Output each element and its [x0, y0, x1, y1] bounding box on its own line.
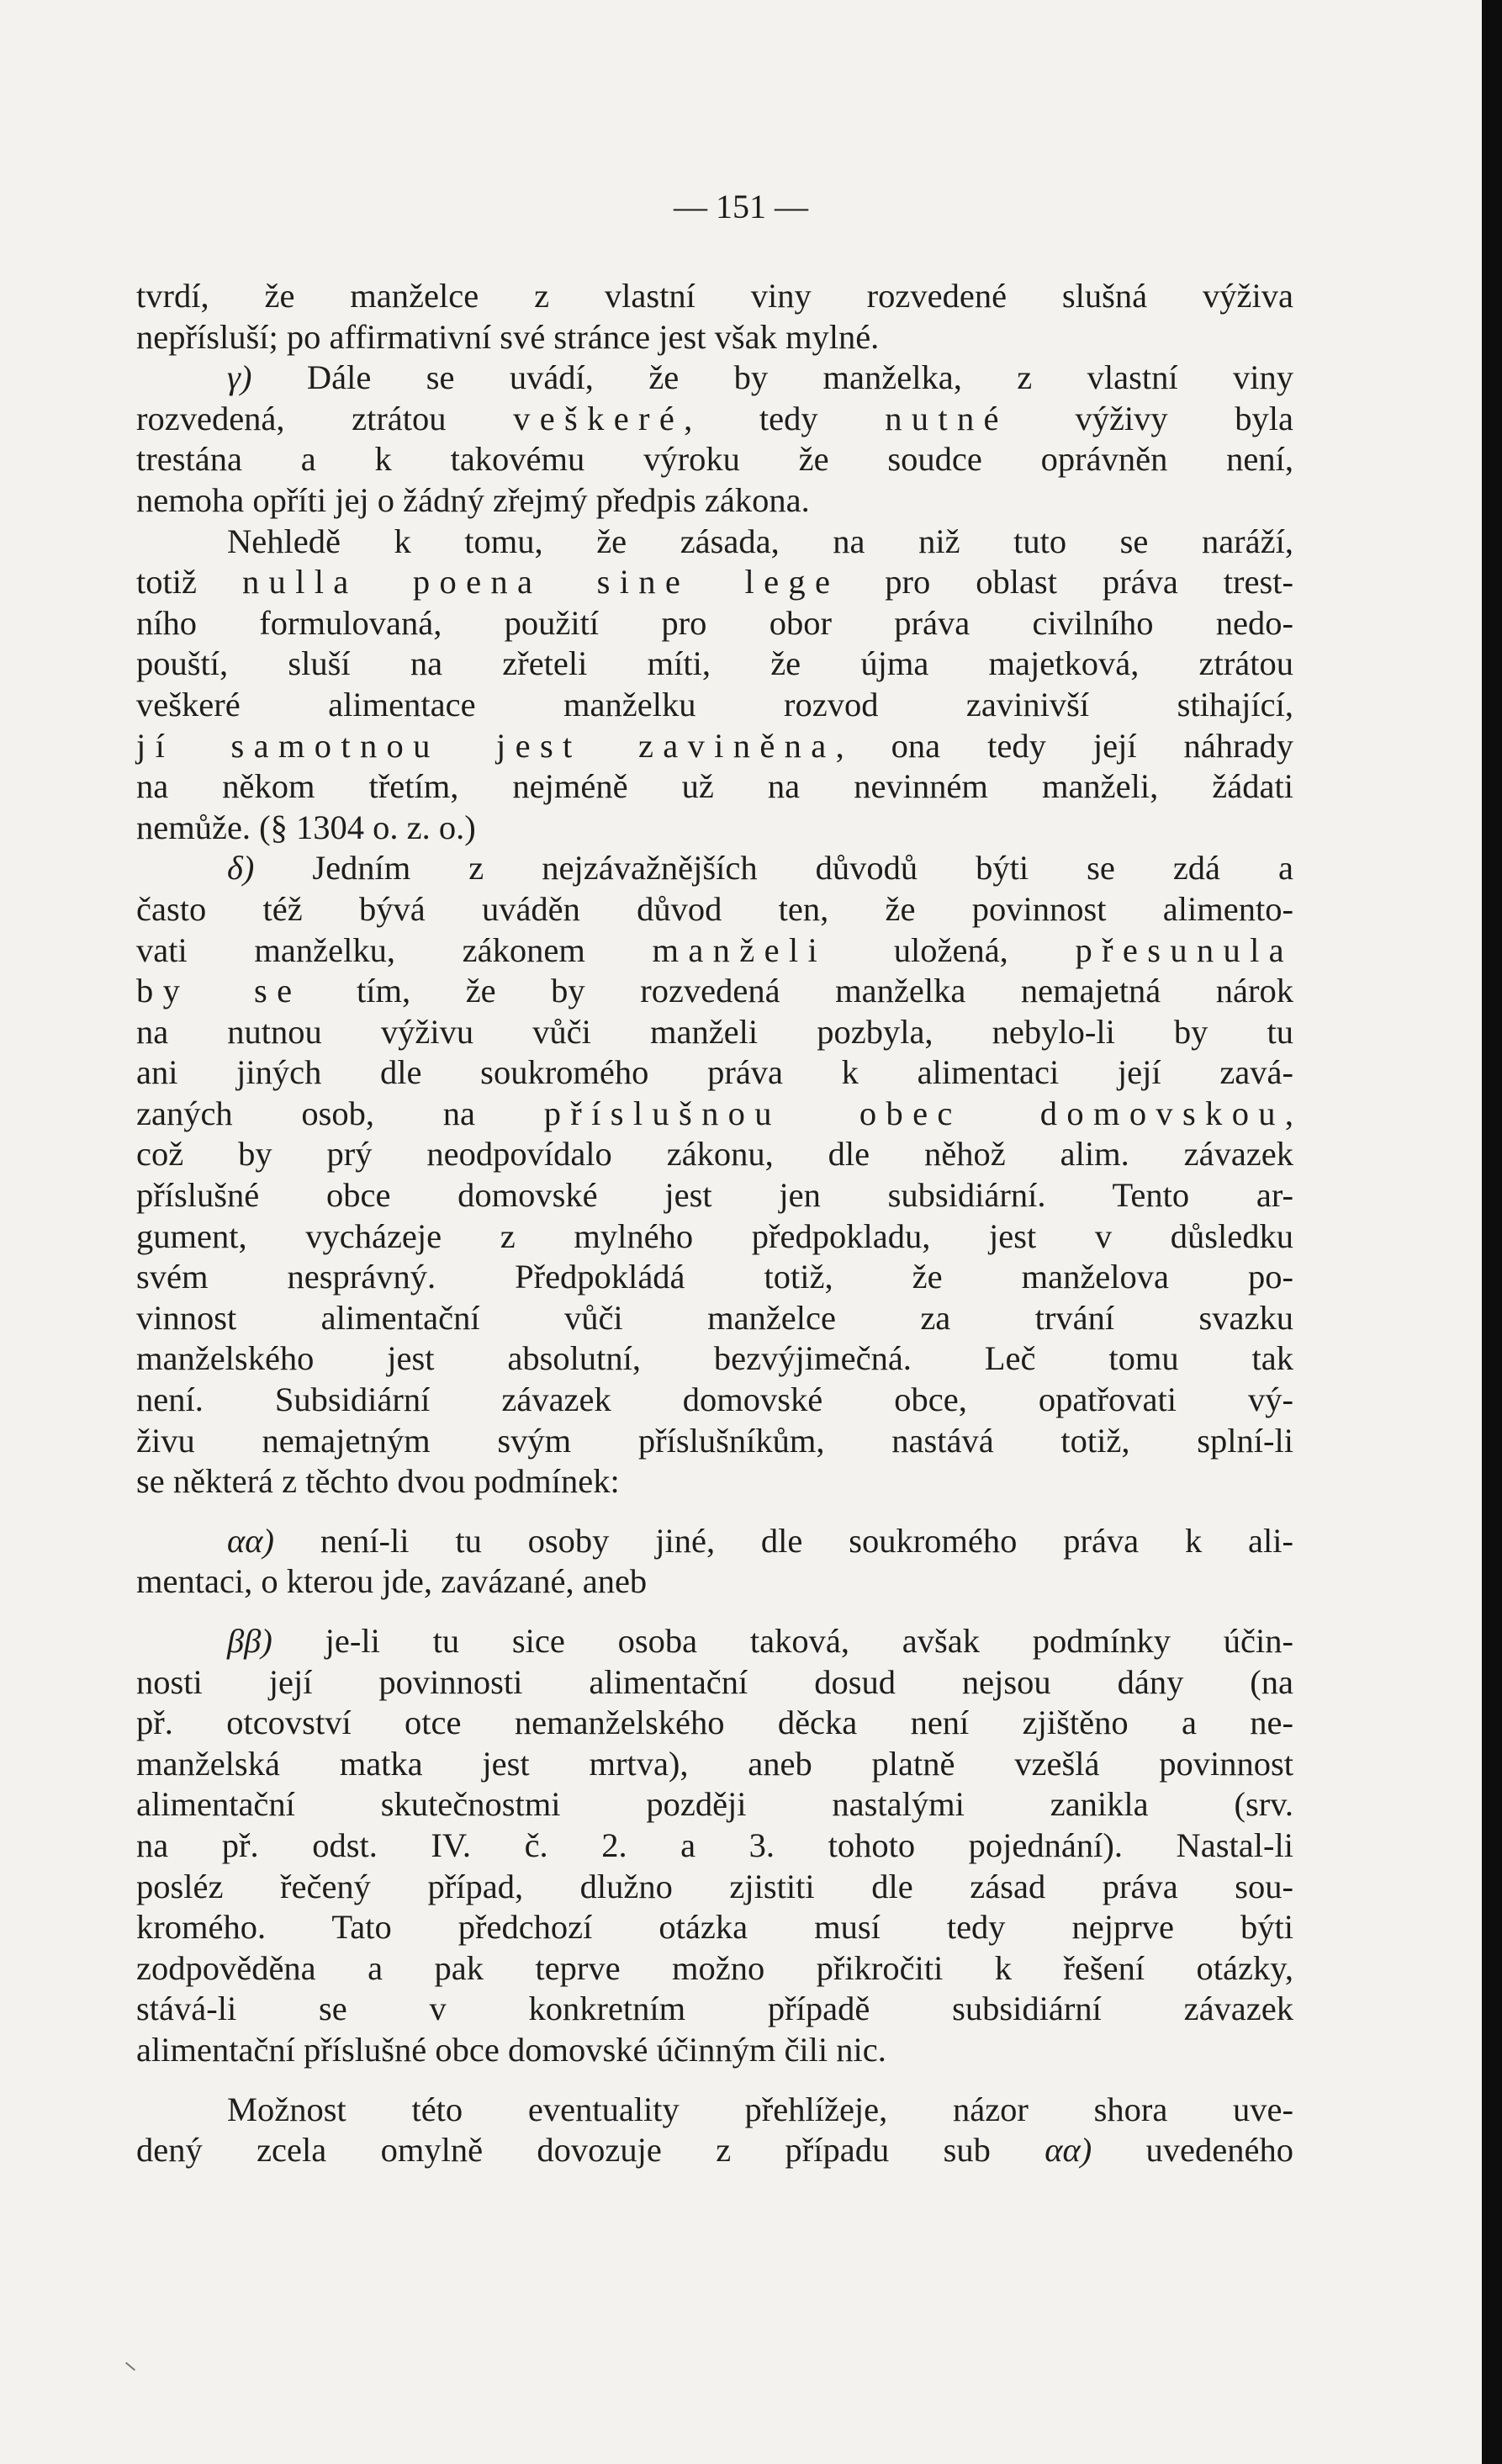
text-line — [136, 930, 1293, 972]
text-run: není. Subsidiární závazek domovské obce, opatřovati vý- — [136, 1380, 1293, 1419]
text-line — [136, 439, 1293, 480]
text-run: nosti její povinnosti alimentační dosud nejsou dány (na — [136, 1662, 1293, 1701]
text-line — [136, 2090, 1293, 2131]
text-line — [136, 1175, 1293, 1216]
paragraph-gap — [136, 1603, 1293, 1621]
text-run: gument, vycházeje z mylného předpokladu, jest v důsledku — [136, 1216, 1293, 1255]
text-run: , tedy — [684, 399, 886, 437]
text-line — [136, 603, 1293, 644]
text-run: Jedním z nejzávažnějších důvodů býti se zdá a — [312, 849, 1293, 888]
text-run: , ona tedy její náhrady — [835, 726, 1293, 765]
italic-marker: αα) — [227, 1521, 320, 1560]
text-run: pro oblast práva trest- — [839, 563, 1293, 601]
text-line — [136, 2030, 1293, 2071]
text-run: posléz řečený případ, dlužno zjistiti dle zásad práva sou- — [136, 1867, 1293, 1905]
italic-marker: ββ) — [227, 1622, 325, 1660]
text-run: manželského jest absolutní, bezvýjimečná. Leč tomu tak — [136, 1339, 1293, 1378]
text-run: nemůže. (§ 1304 o. z. o.) — [136, 808, 476, 846]
text-line — [136, 1298, 1293, 1339]
text-run: alimentační příslušné obce domovské účinným čili nic. — [136, 2030, 886, 2069]
text-line — [136, 1744, 1293, 1785]
text-run: uvedeného — [1092, 2131, 1293, 2170]
text-line — [136, 766, 1293, 808]
text-line — [136, 1907, 1293, 1948]
spaced-emphasis: příslušnou obec domovskou — [543, 1094, 1285, 1132]
text-line — [136, 1216, 1293, 1258]
text-run: zodpověděna a pak teprve možno přikročiti k řešení otázky, — [136, 1948, 1293, 1987]
spaced-emphasis: veškeré — [513, 399, 685, 437]
text-lines — [136, 276, 1293, 2171]
text-run: trestána a k takovému výroku že soudce oprávněn není, — [136, 440, 1293, 479]
paragraph-gap — [136, 2071, 1293, 2090]
text-run: stává-li se v konkretním případě subsidiární závazek — [136, 1990, 1293, 2028]
page-number: — 151 — — [674, 188, 808, 225]
text-line — [136, 2130, 1293, 2171]
text-line — [136, 808, 1293, 849]
text-run: vinnost alimentační vůči manželce za trvání svazku — [136, 1298, 1293, 1337]
text-run: veškeré alimentace manželku rozvod zavinivší stihající, — [136, 685, 1293, 723]
text-run: živu nemajetným svým příslušníkům, nastává totiž, splní-li — [136, 1421, 1293, 1460]
spaced-emphasis: jí samotnou jest zaviněna — [136, 726, 836, 765]
text-run: je-li tu sice osoba taková, avšak podmínky účin- — [325, 1622, 1293, 1660]
text-run: na nutnou výživu vůči manželi pozbyla, nebylo-li by tu — [136, 1012, 1293, 1051]
text-run: tvrdí, že manželce z vlastní viny rozvedené slušná výživa — [136, 277, 1293, 315]
text-line — [136, 358, 1293, 399]
text-line — [136, 1134, 1293, 1175]
text-run: vati manželku, zákonem — [136, 930, 653, 969]
text-run: příslušné obce domovské jest jen subsidiární. Tento ar- — [136, 1176, 1293, 1215]
text-line — [136, 1989, 1293, 2030]
text-line — [136, 1421, 1293, 1462]
text-line — [136, 1380, 1293, 1421]
text-run: výživy byla — [1008, 399, 1293, 437]
text-line — [136, 1338, 1293, 1380]
text-line — [136, 1662, 1293, 1704]
text-line — [136, 1257, 1293, 1298]
spaced-emphasis: nutné — [885, 399, 1008, 437]
text-line — [136, 522, 1293, 563]
spaced-emphasis: by se — [136, 972, 302, 1010]
text-run: nepřísluší; po affirmativní své stránce jest však mylné. — [136, 317, 880, 356]
text-run: mentaci, o kterou jde, zavázané, aneb — [136, 1562, 648, 1601]
text-run: manželská matka jest mrtva), aneb platně vzešlá povinnost — [136, 1744, 1293, 1783]
text-run: což by prý neodpovídalo zákonu, dle něhož alim. závazek — [136, 1135, 1293, 1174]
text-run: pouští, sluší na zřeteli míti, že újma majetková, ztrátou — [136, 644, 1293, 683]
text-run: se některá z těchto dvou podmínek: — [136, 1462, 620, 1501]
text-line — [136, 1621, 1293, 1662]
text-line — [136, 1825, 1293, 1867]
spaced-emphasis: přesunula — [1075, 930, 1293, 969]
text-run: svém nesprávný. Předpokládá totiž, že manželova po- — [136, 1258, 1293, 1296]
text-line — [136, 276, 1293, 317]
text-line — [136, 726, 1293, 767]
text-line — [136, 1094, 1293, 1135]
text-line — [136, 1521, 1293, 1562]
text-line — [136, 1561, 1293, 1603]
text-run: zaných osob, na — [136, 1094, 544, 1132]
text-line — [136, 1948, 1293, 1990]
text-run: totiž — [136, 563, 242, 601]
italic-marker: γ) — [227, 358, 307, 397]
text-run: př. otcovství otce nemanželského děcka není zjištěno a ne- — [136, 1704, 1293, 1742]
text-run: uložená, — [827, 930, 1076, 969]
scan-edge — [1482, 0, 1502, 2464]
text-run: ani jiných dle soukromého práva k alimentaci její zavá- — [136, 1053, 1293, 1092]
text-run: často též bývá uváděn důvod ten, že povinnost alimento- — [136, 889, 1293, 928]
text-line — [136, 562, 1293, 603]
text-line — [136, 1461, 1293, 1502]
text-line — [136, 644, 1293, 685]
body-text — [136, 276, 1293, 2171]
text-run: na někom třetím, nejméně už na nevinném manželi, žádati — [136, 767, 1293, 806]
text-line — [136, 1867, 1293, 1908]
text-line — [136, 848, 1293, 889]
text-run: alimentační skutečnostmi později nastalými zanikla (srv. — [136, 1785, 1293, 1824]
text-run: tím, že by rozvedená manželka nemajetná nárok — [301, 972, 1293, 1010]
text-line — [136, 1012, 1293, 1053]
text-line — [136, 889, 1293, 930]
text-run: rozvedená, ztrátou — [136, 399, 514, 437]
text-run: nemoha opříti jej o žádný zřejmý předpis zákona. — [136, 480, 810, 519]
text-run: není-li tu osoby jiné, dle soukromého práva k ali- — [320, 1521, 1293, 1560]
text-line — [136, 1703, 1293, 1744]
text-line — [136, 399, 1293, 440]
text-run: Možnost této eventuality přehlížeje, názor shora uve- — [227, 2090, 1293, 2128]
text-run: dený zcela omylně dovozuje z případu sub — [136, 2131, 1045, 2170]
page-speck — [125, 2362, 135, 2371]
spaced-emphasis: manželi — [652, 930, 828, 969]
text-line — [136, 1052, 1293, 1094]
text-run: kromého. Tato předchozí otázka musí tedy nejprve býti — [136, 1908, 1293, 1947]
italic-marker: δ) — [227, 849, 313, 888]
text-line — [136, 971, 1293, 1012]
text-line — [136, 685, 1293, 726]
paragraph-gap — [136, 1502, 1293, 1521]
text-line — [136, 1784, 1293, 1825]
text-run: na př. odst. IV. č. 2. a 3. tohoto pojednání). Nastal-li — [136, 1825, 1293, 1864]
text-line — [136, 317, 1293, 358]
text-run: ního formulovaná, použití pro obor práva civilního nedo- — [136, 603, 1293, 642]
text-run: , — [1284, 1094, 1293, 1132]
italic-marker: αα) — [1045, 2131, 1092, 2170]
spaced-emphasis: nulla poena sine lege — [241, 563, 840, 601]
text-run: Dále se uvádí, že by manželka, z vlastní viny — [306, 358, 1293, 397]
text-run: Nehledě k tomu, že zásada, na niž tuto se naráží, — [227, 522, 1293, 560]
text-line — [136, 480, 1293, 522]
